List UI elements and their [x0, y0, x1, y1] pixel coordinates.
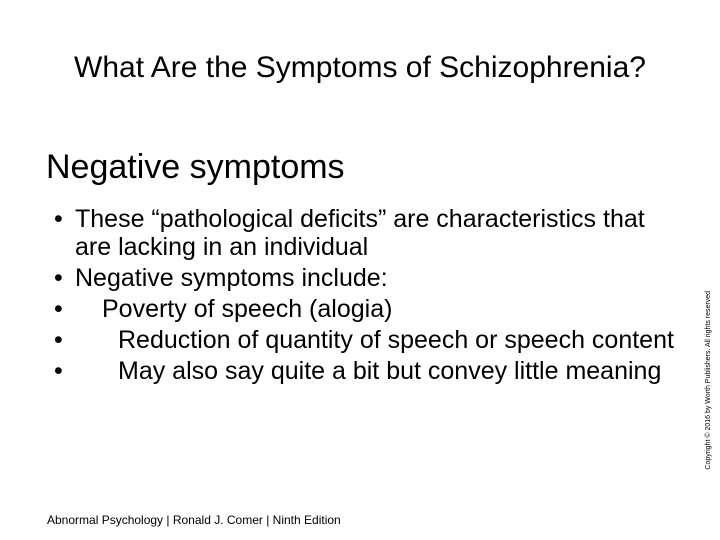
bullet-marker: • [54, 205, 63, 233]
footer-citation: Abnormal Psychology | Ronald J. Comer | Ninth Edition [47, 513, 341, 527]
bullet-text: Reduction of quantity of speech or speech content [118, 326, 674, 354]
section-heading: Negative symptoms [46, 148, 345, 186]
bullet-text: Negative symptoms include: [75, 264, 388, 292]
copyright-notice: Copyright © 2016 by Worth Publishers. All rights reserved [705, 291, 712, 470]
bullet-list [54, 205, 684, 388]
list-item [54, 264, 684, 292]
bullet-text: These “pathological deficits” are characteristics that are lacking in an individual [75, 205, 645, 261]
list-item [54, 295, 684, 323]
list-item [54, 326, 684, 354]
bullet-marker: • [54, 264, 63, 292]
list-item [54, 205, 684, 261]
list-item [54, 357, 684, 385]
bullet-marker: • [54, 295, 63, 323]
bullet-marker: • [54, 357, 63, 385]
bullet-marker: • [54, 326, 63, 354]
bullet-text: May also say quite a bit but convey little meaning [118, 357, 662, 385]
slide-title: What Are the Symptoms of Schizophrenia? [74, 51, 646, 84]
bullet-text: Poverty of speech (alogia) [102, 295, 393, 323]
